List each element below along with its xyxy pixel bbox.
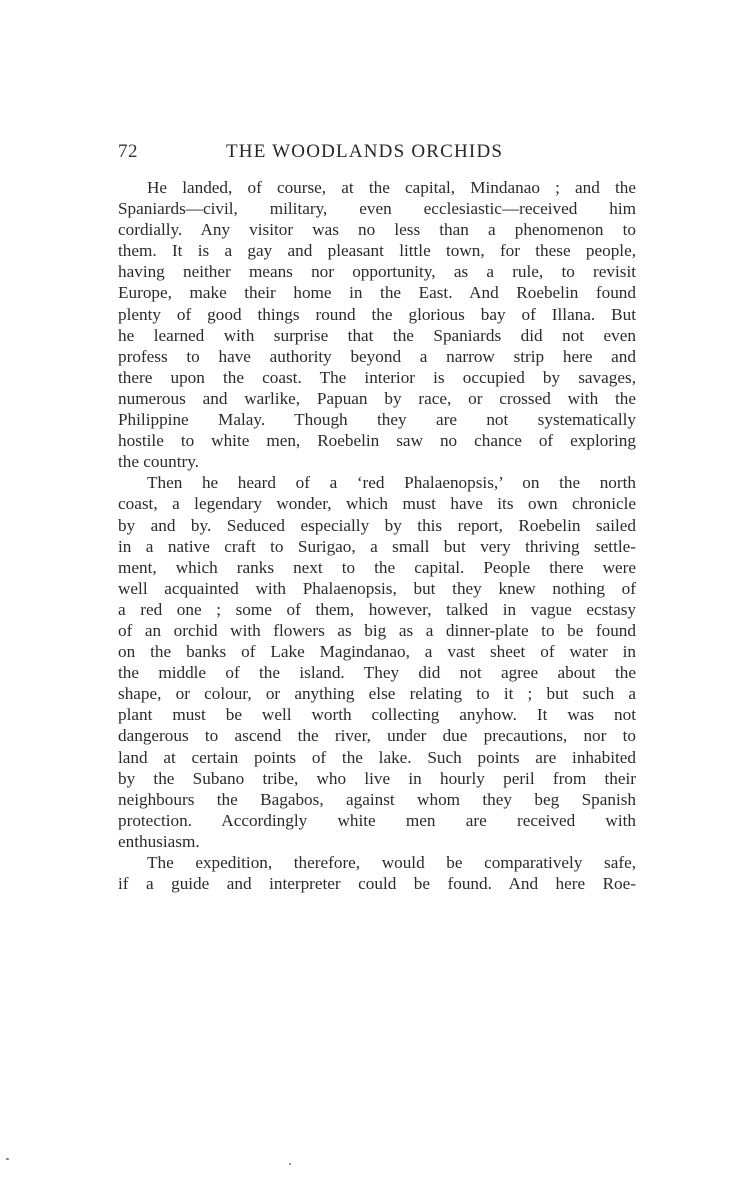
text-line: protection. Accordingly white men are received with: [118, 810, 636, 830]
text-line: plant must be well worth collecting anyhow. It was not: [118, 705, 636, 725]
text-line: Then he heard of a ‘red Phalaenopsis,’ on the north: [147, 473, 636, 493]
text-line: Spaniards—civil, military, even ecclesiastic—received him: [118, 199, 636, 219]
text-line: profess to have authority beyond a narrow strip here and: [118, 346, 636, 366]
text-line: shape, or colour, or anything else relating to it ; but such a: [118, 684, 636, 704]
text-line: Philippine Malay. Though they are not systematically: [118, 410, 636, 430]
text-line: He landed, of course, at the capital, Mindanao ; and the: [147, 178, 636, 197]
text-line: them. It is a gay and pleasant little town, for these people,: [118, 241, 636, 261]
text-line: well acquainted with Phalaenopsis, but they knew nothing of: [118, 578, 636, 598]
text-line: a red one ; some of them, however, talked in vague ecstasy: [118, 599, 636, 619]
text-line: the country.: [118, 452, 199, 472]
body-text: [118, 177, 636, 894]
text-line: having neither means nor opportunity, as a rule, to revisit: [118, 262, 636, 282]
text-line: by the Subano tribe, who live in hourly peril from their: [118, 768, 636, 788]
paragraph-3: [118, 852, 636, 894]
text-line: on the banks of Lake Magindanao, a vast sheet of water in: [118, 642, 636, 662]
running-title: THE WOODLANDS ORCHIDS: [226, 141, 504, 162]
paper-speck: [6, 1158, 9, 1160]
text-line: ment, which ranks next to the capital. People there were: [118, 557, 636, 577]
running-head: [118, 141, 636, 167]
text-line: enthusiasm.: [118, 831, 200, 851]
text-line: in a native craft to Surigao, a small but very thriving settle-: [118, 536, 636, 556]
paper-speck: [289, 1163, 291, 1165]
text-line: neighbours the Bagabos, against whom they beg Spanish: [118, 789, 636, 809]
paragraph-2: [118, 472, 636, 852]
text-line: The expedition, therefore, would be comparatively safe,: [147, 853, 636, 872]
text-line: dangerous to ascend the river, under due precautions, nor to: [118, 726, 636, 746]
paragraph-1: [118, 177, 636, 472]
text-line: he learned with surprise that the Spaniards did not even: [118, 325, 636, 345]
text-line: by and by. Seduced especially by this report, Roebelin sailed: [118, 515, 636, 535]
text-line: there upon the coast. The interior is occupied by savages,: [118, 367, 636, 387]
text-line: hostile to white men, Roebelin saw no chance of exploring: [118, 431, 636, 451]
text-line: the middle of the island. They did not agree about the: [118, 663, 636, 683]
text-line: cordially. Any visitor was no less than a phenomenon to: [118, 220, 636, 240]
text-line: numerous and warlike, Papuan by race, or crossed with the: [118, 388, 636, 408]
text-line: coast, a legendary wonder, which must have its own chronicle: [118, 494, 636, 514]
text-line: of an orchid with flowers as big as a dinner-plate to be found: [118, 620, 636, 640]
text-line: if a guide and interpreter could be found. And here Roe-: [118, 874, 636, 894]
text-line: plenty of good things round the glorious bay of Illana. But: [118, 304, 636, 324]
text-line: Europe, make their home in the East. And Roebelin found: [118, 283, 636, 303]
text-line: land at certain points of the lake. Such points are inhabited: [118, 747, 636, 767]
page-number: 72: [118, 141, 138, 162]
